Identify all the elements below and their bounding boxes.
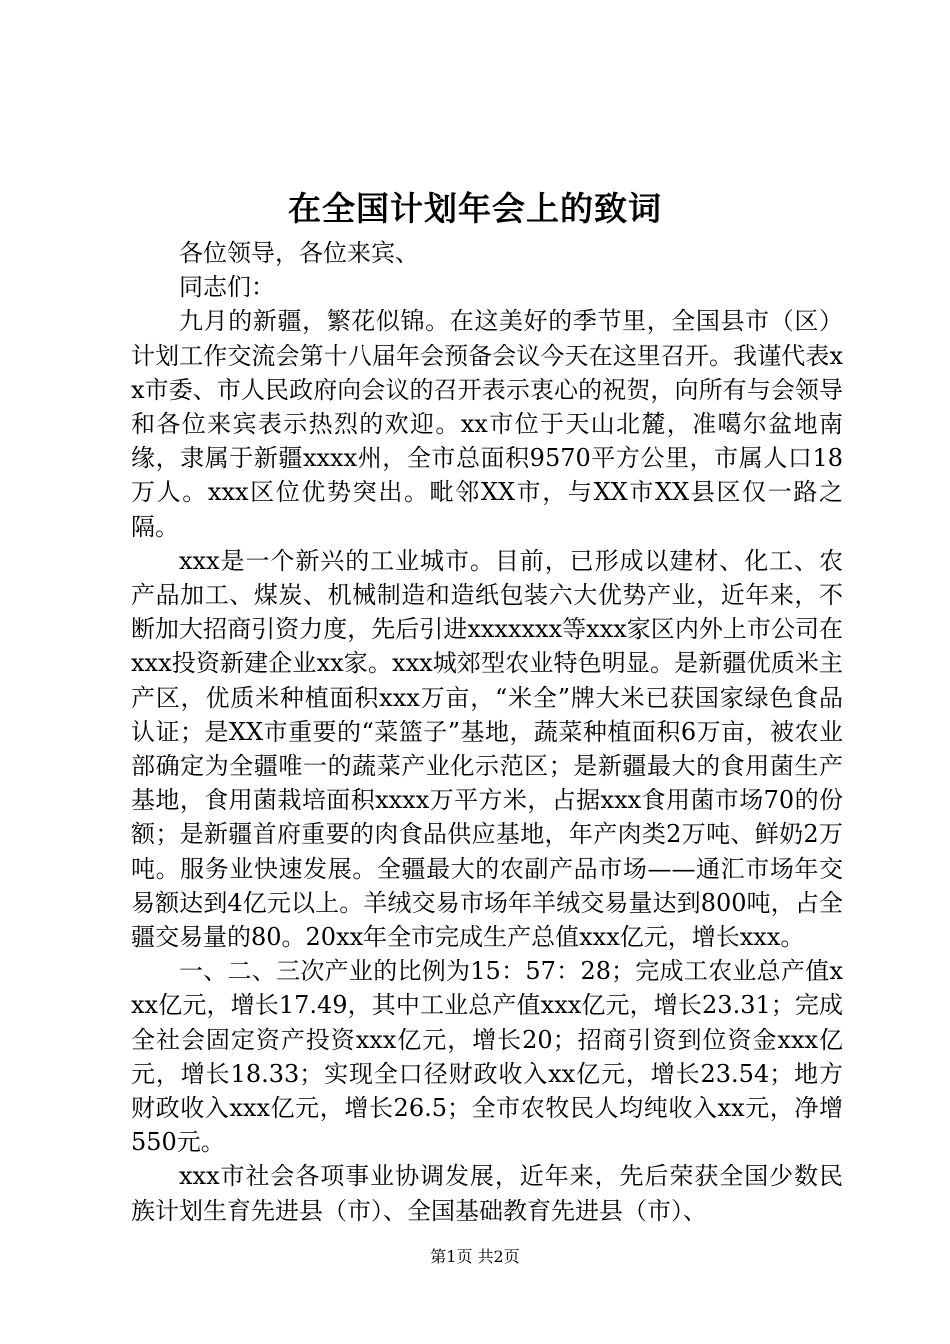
page-number: 第1页 共2页 [430, 1247, 520, 1266]
page-title: 在全国计划年会上的致词 [288, 189, 662, 228]
document-body [131, 236, 843, 1228]
body-paragraph: xxx是一个新兴的工业城市。目前，已形成以建材、化工、农产品加工、煤炭、机械制造和造纸包装六大优势产业，近年来，不断加大招商引资力度，先后引进xxxxxxx等xxx家区内外上市公司在xxx投资新建企业xx家。xxx城郊型农业特色明显。是新疆优质米主产区，优质米种植面积xxx万亩，“米全”牌大米已获国家绿色食品认证；是XX市重要的“菜篮子”基地，蔬菜种植面积6万亩，被农业部确定为全疆唯一的蔬菜产业化示范区；是新疆最大的食用菌生产基地，食用菌栽培面积xxxx万平方米，占据xxx食用菌市场70的份额；是新疆首府重要的肉食品供应基地，年产肉类2万吨、鲜奶2万吨。服务业快速发展。全疆最大的农副产品市场——通汇市场年交易额达到4亿元以上。羊绒交易市场年羊绒交易量达到800吨，占全疆交易量的80。20xx年全市完成生产总值xxx亿元，增长xxx。 [131, 546, 843, 952]
body-paragraph: 九月的新疆，繁花似锦。在这美好的季节里，全国县市（区）计划工作交流会第十八届年会预备会议今天在这里召开。我谨代表xx市委、市人民政府向会议的召开表示衷心的祝贺，向所有与会领导和各位来宾表示热烈的欢迎。xx市位于天山北麓，准噶尔盆地南缘，隶属于新疆xxxx州，全市总面积9570平方公里，市属人口18万人。xxx区位优势突出。毗邻XX市，与XX市XX县区仅一路之隔。 [131, 307, 843, 541]
body-paragraph: 一、二、三次产业的比例为15：57：28；完成工农业总产值xxx亿元，增长17.49，其中工业总产值xxx亿元，增长23.31；完成全社会固定资产投资xxx亿元，增长20；招商引资到位资金xxx亿元，增长18.33；实现全口径财政收入xx亿元，增长23.54；地方财政收入xxx亿元，增长26.5；全市农牧民人均纯收入xx元，净增550元。 [131, 957, 843, 1157]
body-paragraph: xxx市社会各项事业协调发展，近年来，先后荣获全国少数民族计划生育先进县（市）、全国基础教育先进县（市）、 [131, 1162, 843, 1225]
greeting-line: 同志们： [179, 273, 275, 302]
greeting-line: 各位领导，各位来宾、 [179, 239, 419, 267]
